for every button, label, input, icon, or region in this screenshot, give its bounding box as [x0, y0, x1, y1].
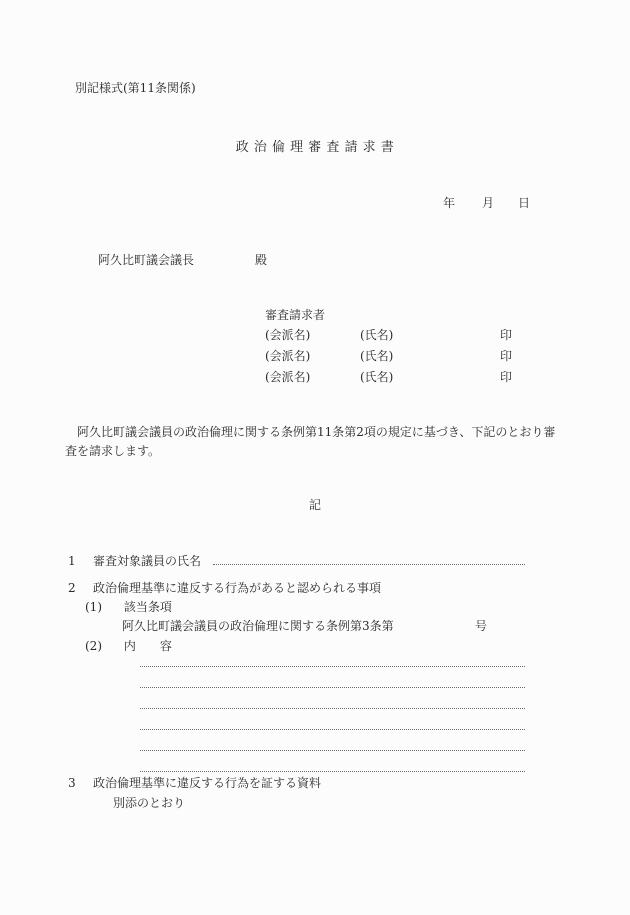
clause-number-suffix: 号 — [475, 619, 488, 633]
content-fill-line — [140, 667, 525, 688]
content-fill-line — [140, 688, 525, 709]
sub-item-1-applicable-clause — [85, 600, 172, 614]
faction-name-label: (会派名) — [265, 328, 311, 342]
record-marker: 記 — [308, 498, 321, 512]
item-3-evidence-materials — [68, 776, 321, 790]
item-label: 審査対象議員の氏名 — [93, 554, 202, 568]
content-fill-line — [140, 730, 525, 751]
item-number: 3 — [68, 776, 76, 790]
requester-section — [265, 308, 545, 392]
content-fill-line — [140, 751, 525, 772]
form-reference: 別記様式(第11条関係) — [75, 81, 196, 95]
month-label: 月 — [482, 196, 495, 210]
addressee-honorific: 殿 — [255, 253, 268, 267]
item-label: 政治倫理基準に違反する行為を証する資料 — [93, 776, 322, 790]
document-title: 政 治 倫 理 審 査 請 求 書 — [235, 140, 395, 155]
body-paragraph: 阿久比町議会議員の政治倫理に関する条例第11条第2項の規定に基づき、下記のとおり審査を請求します。 — [65, 425, 556, 458]
faction-name-label: (会派名) — [265, 370, 311, 384]
content-fill-lines — [140, 646, 525, 772]
clause-detail-text: 阿久比町議会議員の政治倫理に関する条例第3条第 — [122, 619, 394, 633]
day-label: 日 — [518, 196, 531, 210]
faction-name-label: (会派名) — [265, 349, 311, 363]
requester-row — [265, 328, 545, 342]
addressee-name: 阿久比町議会議長 — [98, 253, 195, 267]
year-label: 年 — [443, 196, 456, 210]
attachment-note: 別添のとおり — [113, 796, 186, 810]
content-fill-line — [140, 709, 525, 730]
seal-mark: 印 — [500, 349, 513, 363]
addressee-line — [98, 253, 318, 267]
requester-row — [265, 370, 545, 384]
item-2-violation-matters — [68, 581, 381, 595]
requester-heading: 審査請求者 — [265, 308, 326, 322]
name-fill-line — [213, 553, 525, 565]
sub-item-number: (1) — [85, 600, 102, 614]
clause-detail-line — [122, 619, 562, 633]
seal-mark: 印 — [500, 370, 513, 384]
sub-item-number: (2) — [85, 639, 102, 653]
requester-row — [265, 349, 545, 363]
person-name-label: (氏名) — [360, 349, 394, 363]
item-number: 2 — [68, 581, 76, 595]
seal-mark: 印 — [500, 328, 513, 342]
sub-item-label: 内 容 — [123, 639, 172, 653]
sub-item-label: 該当条項 — [123, 600, 172, 614]
person-name-label: (氏名) — [360, 328, 394, 342]
content-fill-line — [140, 646, 525, 667]
person-name-label: (氏名) — [360, 370, 394, 384]
item-1-subject-member-name — [68, 553, 525, 568]
item-number: 1 — [68, 554, 76, 568]
item-label: 政治倫理基準に違反する行為があると認められる事項 — [93, 581, 382, 595]
